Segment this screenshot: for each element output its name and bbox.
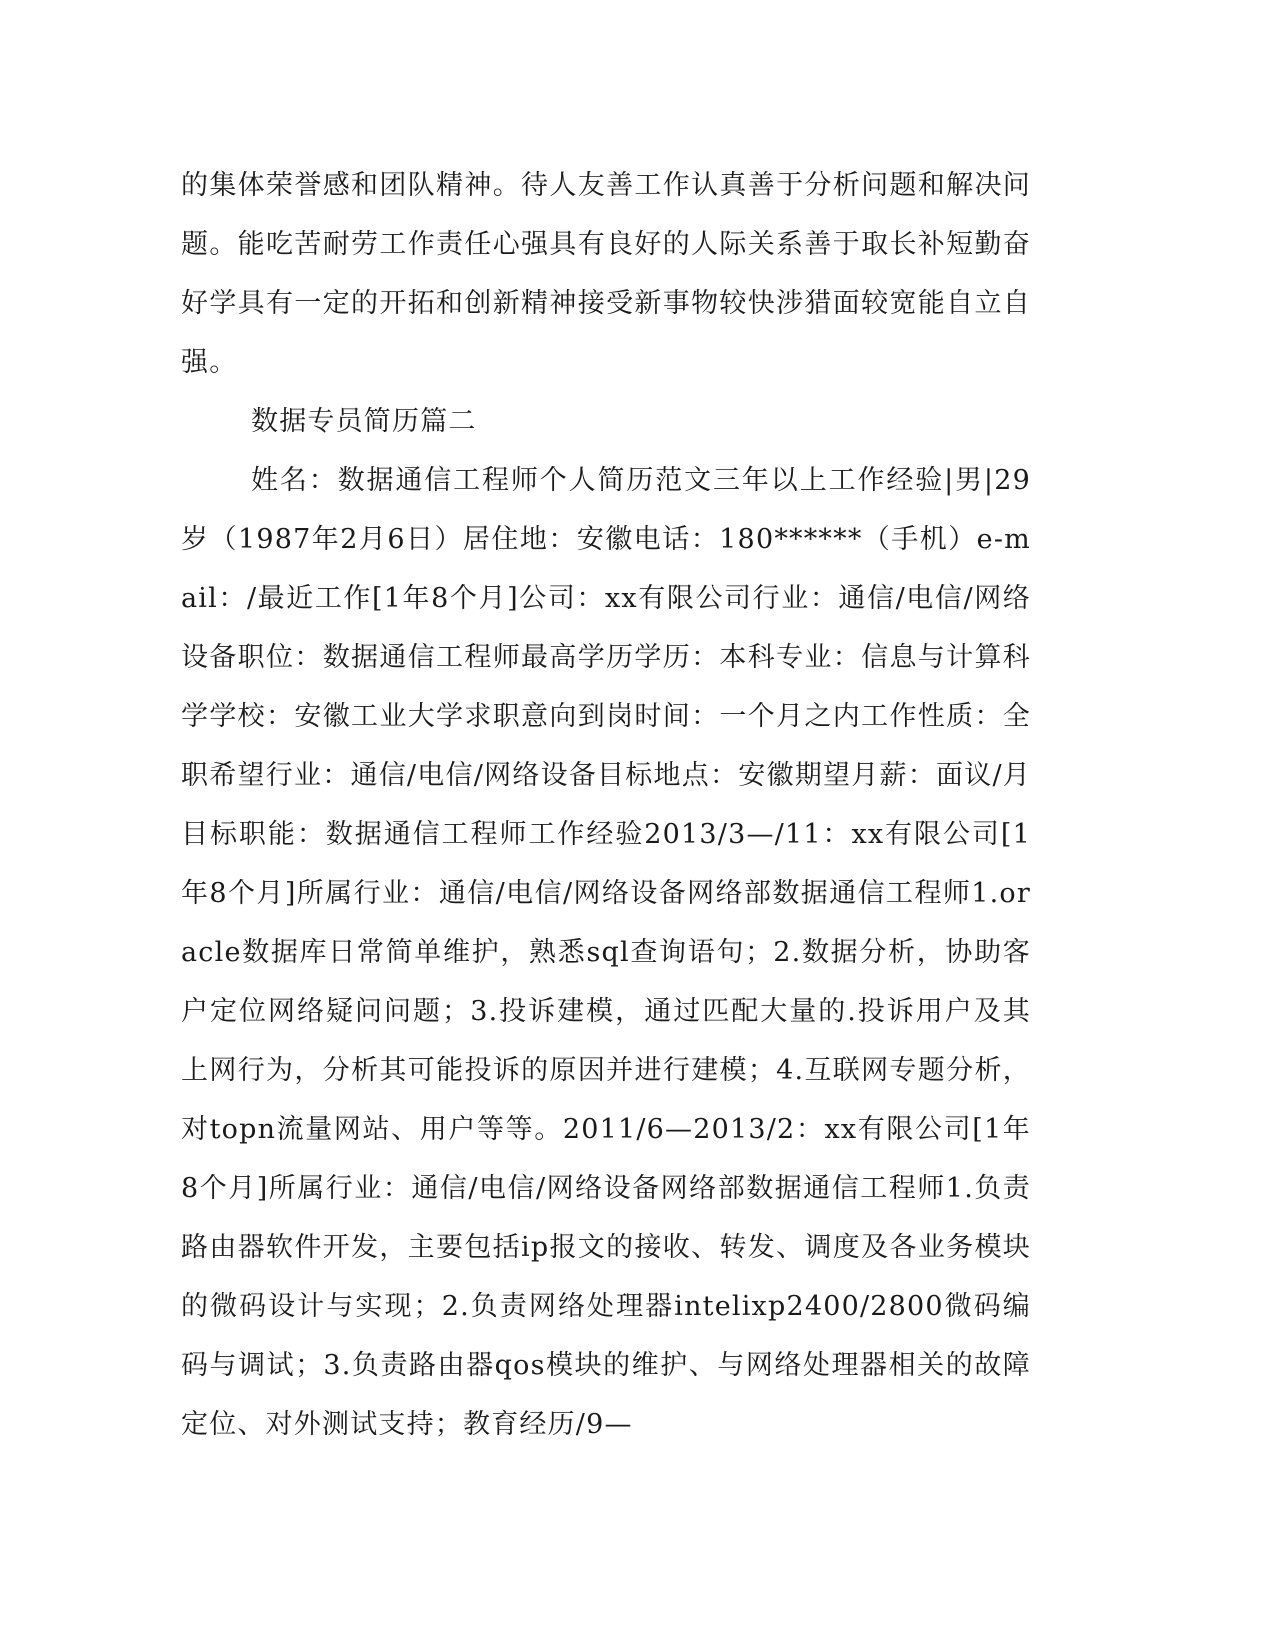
paragraph-resume: 姓名：数据通信工程师个人简历范文三年以上工作经验|男|29岁（1987年2月6日）居住地：安徽电话：180******（手机）e-mail：/最近工作[1年8个月]公司：xx有限公司行业：通信/电信/网络设备职位：数据通信工程师最高学历学历：本科专业：信息与计算科学学校：安徽工业大学求职意向到岗时间：一个月之内工作性质：全职希望行业：通信/电信/网络设备目标地点：安徽期望月薪：面议/月目标职能：数据通信工程师工作经验2013/3—/11：xx有限公司[1年8个月]所属行业：通信/电信/网络设备网络部数据通信工程师1.oracle数据库日常简单维护，熟悉sql查询语句；2.数据分析，协助客户定位网络疑问问题；3.投诉建模，通过匹配大量的.投诉用户及其上网行为，分析其可能投诉的原因并进行建模；4.互联网专题分析，对topn流量网站、用户等等。2011/6—2013/2：xx有限公司[1年8个月]所属行业：通信/电信/网络设备网络部数据通信工程师1.负责路由器软件开发，主要包括ip报文的接收、转发、调度及各业务模块的微码设计与实现；2.负责网络处理器intelixp2400/2800微码编码与调试；3.负责路由器qos模块的维护、与网络处理器相关的故障定位、对外测试支持；教育经历/9— <box>181 465 1031 1440</box>
document-body <box>181 156 1031 1454</box>
section-heading: 数据专员简历篇二 <box>251 406 477 437</box>
paragraph-continuation: 的集体荣誉感和团队精神。待人友善工作认真善于分析问题和解决问题。能吃苦耐劳工作责任心强具有良好的人际关系善于取长补短勤奋好学具有一定的开拓和创新精神接受新事物较快涉猎面较宽能自立自强。 <box>181 170 1031 378</box>
